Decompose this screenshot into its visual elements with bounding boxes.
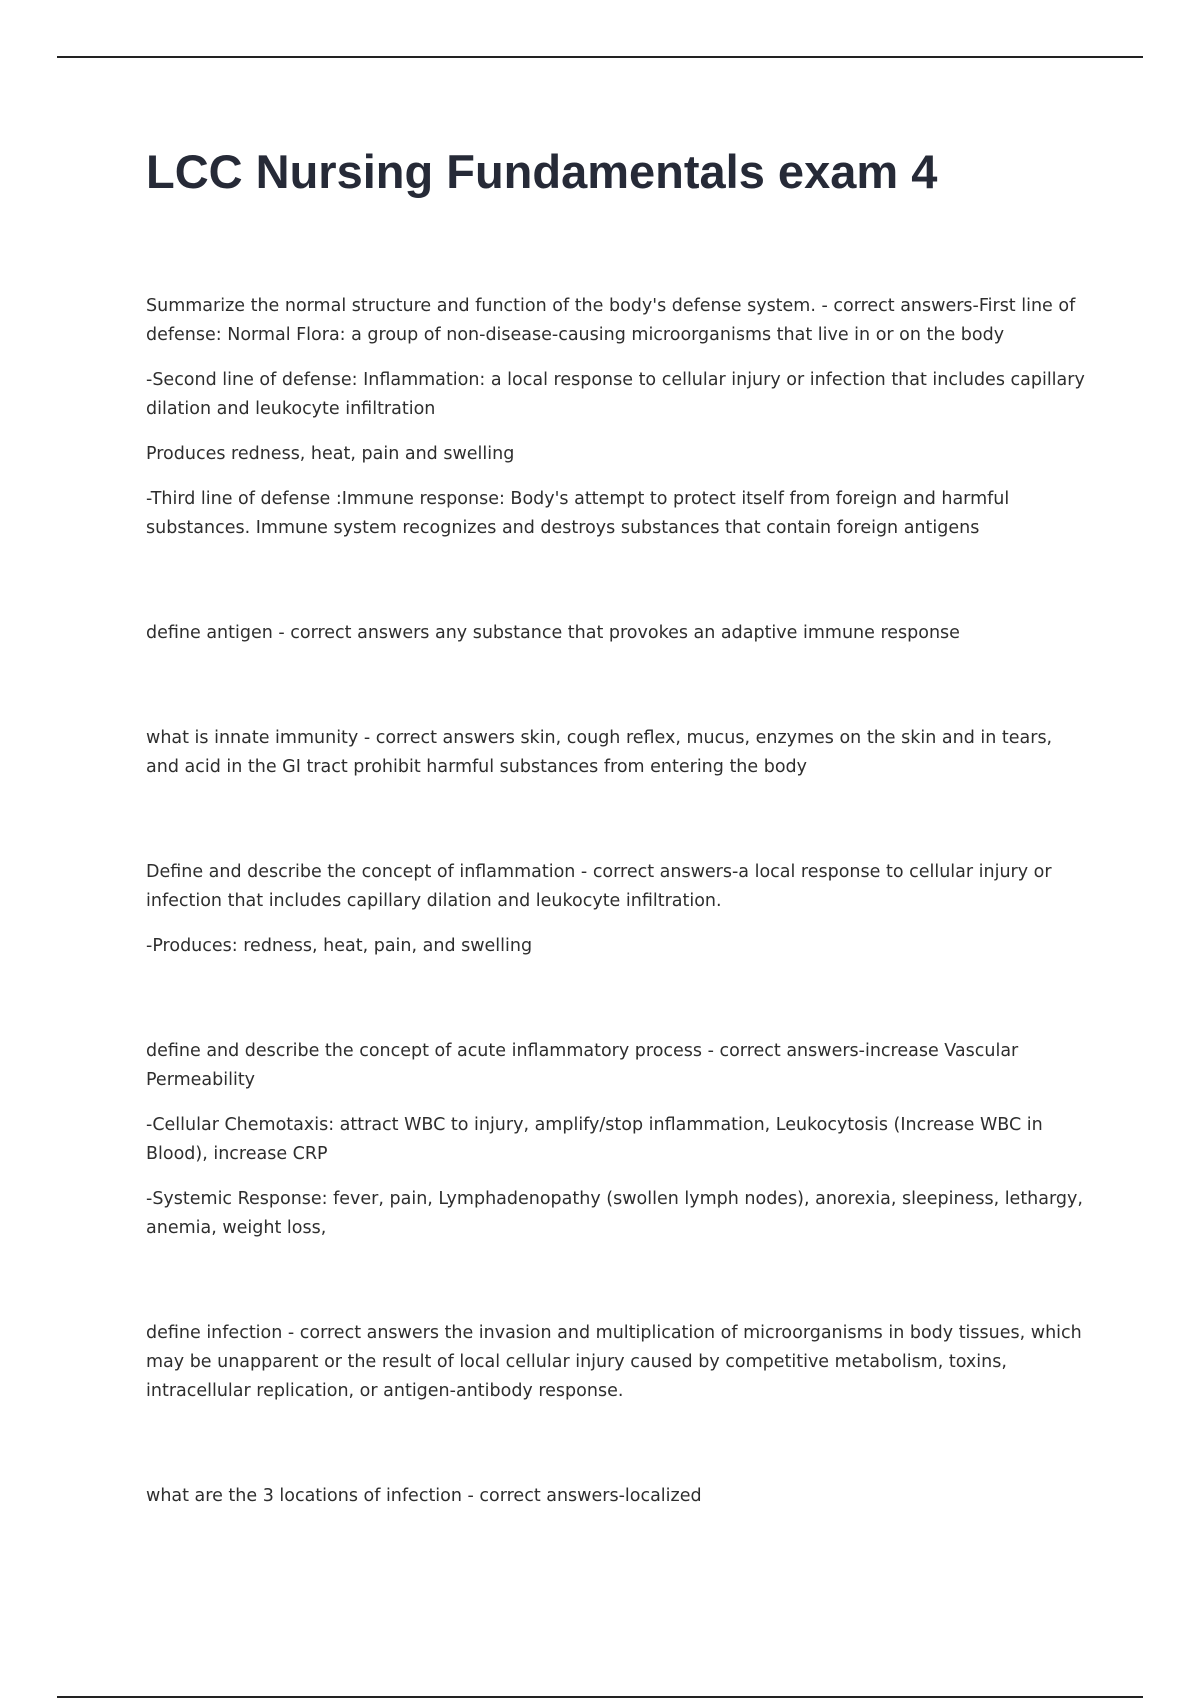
entry-paragraph: -Cellular Chemotaxis: attract WBC to injury, amplify/stop inflammation, Leukocytosis (Increase WBC in Blood), increase CRP: [146, 1115, 1043, 1164]
qa-entry-infection: [146, 1319, 1086, 1406]
entry-paragraph: Define and describe the concept of inflammation - correct answers-a local response to cellular injury or infection that includes capillary dilation and leukocyte infiltration.: [146, 862, 1052, 911]
document-body: [146, 292, 1086, 1527]
qa-entry-inflammation: [146, 858, 1086, 961]
entry-paragraph: what are the 3 locations of infection - correct answers-localized: [146, 1486, 702, 1506]
qa-entry-defense-system: [146, 292, 1086, 543]
entry-paragraph: Produces redness, heat, pain and swelling: [146, 444, 515, 464]
qa-entry-infection-locations: [146, 1482, 1086, 1511]
entry-paragraph: define antigen - correct answers any substance that provokes an adaptive immune response: [146, 623, 960, 643]
entry-paragraph: -Third line of defense :Immune response: Body's attempt to protect itself from foreign and harmful substances. Immune system recognizes and destroys substances that contain foreign antigens: [146, 489, 1010, 538]
qa-entry-antigen: [146, 619, 1086, 648]
qa-entry-acute-inflammatory: [146, 1037, 1086, 1243]
entry-paragraph: -Systemic Response: fever, pain, Lymphadenopathy (swollen lymph nodes), anorexia, sleepiness, lethargy, anemia, weight loss,: [146, 1189, 1083, 1238]
qa-entry-innate-immunity: [146, 724, 1086, 782]
entry-paragraph: what is innate immunity - correct answers skin, cough reflex, mucus, enzymes on the skin and in tears, and acid in the GI tract prohibit harmful substances from entering the body: [146, 728, 1053, 777]
entry-paragraph: -Second line of defense: Inflammation: a local response to cellular injury or infection that includes capillary dilation and leukocyte infiltration: [146, 370, 1085, 419]
entry-paragraph: -Produces: redness, heat, pain, and swelling: [146, 936, 533, 956]
document-title: LCC Nursing Fundamentals exam 4: [146, 145, 938, 198]
entry-paragraph: define infection - correct answers the invasion and multiplication of microorganisms in body tissues, which may be unapparent or the result of local cellular injury caused by competitive metabolism, toxins, intracellular replication, or antigen-antibody response.: [146, 1323, 1082, 1401]
entry-paragraph: define and describe the concept of acute inflammatory process - correct answers-increase Vascular Permeability: [146, 1041, 1019, 1090]
top-rule: [57, 56, 1143, 58]
bottom-rule: [57, 1696, 1143, 1698]
entry-paragraph: Summarize the normal structure and function of the body's defense system. - correct answers-First line of defense: Normal Flora: a group of non-disease-causing microorganisms that live in or on the body: [146, 296, 1076, 345]
